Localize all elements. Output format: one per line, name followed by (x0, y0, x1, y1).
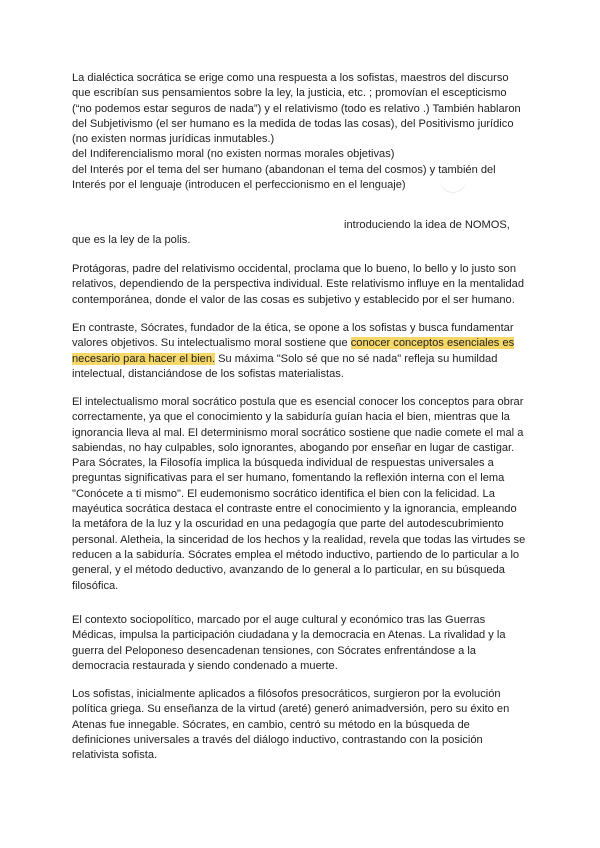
text-line: del Interés por el tema del ser humano (abandonan el tema del cosmos) y también del (72, 163, 496, 176)
text-line: Para Sócrates, la Filosofía implica la búsqueda individual de respuestas universales a (72, 457, 494, 470)
text-line: (“no podemos estar seguros de nada”) y el relativismo (todo es relativo .) También hablaron (72, 102, 521, 115)
text-segment: Su máxima "Solo sé que no sé nada" refleja su humildad (215, 352, 498, 365)
text-line: ignorancia lleva al mal. El determinismo moral socrático sostiene que nadie comete el mal a (72, 426, 524, 439)
text-line: contemporánea, donde el valor de las cosas es subjetivo y establecido por el ser humano. (72, 293, 515, 306)
text-line: intelectual, distanciándose de los sofistas materialistas. (72, 367, 344, 380)
text-line: reducen a la sabiduría. Sócrates emplea el método inductivo, partiendo de lo particular a lo (72, 548, 520, 561)
text-line: El intelectualismo moral socrático postula que es esencial conocer los conceptos para obrar (72, 396, 524, 408)
text-line: introduciendo la idea de NOMOS, (344, 219, 510, 231)
text-line: (no existen normas jurídicas inmutables.) (72, 133, 275, 146)
highlighted-text: conocer conceptos esenciales es (350, 337, 515, 350)
text-line: "Conócete a ti mismo". El eudemonismo socrático identifica el bien con la felicidad. La (72, 487, 495, 500)
text-line: personal. Aletheia, la sinceridad de los hechos y la realidad, revela que todas las virtudes se (72, 533, 526, 546)
paragraph-sofistas (72, 71, 532, 193)
text-line: Protágoras, padre del relativismo occidental, proclama que lo bueno, lo bello y lo justo son (72, 263, 517, 275)
text-line: sabiendas, no hay culpables, solo ignorantes, abogando por enseñar en lugar de castigar. (72, 441, 515, 454)
text-line: La dialéctica socrática se erige como una respuesta a los sofistas, maestros del discurso (72, 72, 509, 84)
paragraph-protagoras (72, 262, 532, 308)
paragraph-nomos (72, 218, 532, 249)
text-line: que escribían sus pensamientos sobre la ley, la justicia, etc. ; promovían el escepticismo (72, 87, 507, 100)
text-line: general, y el método deductivo, avanzando de lo general a lo particular, en su búsqueda (72, 564, 505, 577)
text-line: mayéutica socrática destaca el contraste entre el conocimiento y la ignorancia, empleando (72, 503, 517, 516)
text-line: democracia restaurada y siendo condenado a muerte. (72, 659, 338, 672)
paragraph-intelectualismo (72, 395, 532, 594)
text-line: Los sofistas, inicialmente aplicados a filósofos presocráticos, surgieron por la evolución (72, 688, 501, 700)
text-line: Interés por el lenguaje (introducen el perfeccionismo en el lenguaje) (72, 179, 406, 192)
text-line: preguntas significativas para el ser humano, fomentando la reflexión interna con el lema (72, 472, 505, 485)
text-segment: valores objetivos. Su intelectualismo moral sostiene que (72, 337, 351, 350)
text-line: relativista sofista. (72, 749, 158, 762)
text-line: del Subjetivismo (el ser humano es la medida de todas las cosas), del Positivismo jurídico (72, 117, 514, 130)
text-line (72, 352, 532, 367)
text-line: guerra del Peloponeso desencadenan tensiones, con Sócrates enfrentándose a la (72, 644, 476, 657)
text-line: definiciones universales a través del diálogo inductivo, contrastando con la posición (72, 733, 483, 746)
text-line: En contraste, Sócrates, fundador de la ética, se opone a los sofistas y busca fundamentar (72, 322, 514, 334)
text-line: política griega. Su enseñanza de la virtud (areté) generó animadversión, pero su éxito en (72, 703, 510, 716)
text-line: filosófica. (72, 579, 119, 592)
paragraph-socrates-contraste (72, 321, 532, 382)
text-line: relativos, dependiendo de la perspectiva individual. Este relativismo influye en la mentalidad (72, 278, 525, 291)
text-line: que es la ley de la polis. (72, 234, 191, 247)
text-line: del Indiferencialismo moral (no existen normas morales objetivas) (72, 148, 395, 161)
text-line: correctamente, ya que el conocimiento y la sabiduría guían hacia el bien, mientras que la (72, 411, 510, 424)
text-line: Médicas, impulsa la participación ciudadana y la democracia en Atenas. La rivalidad y la (72, 629, 506, 642)
highlighted-text: necesario para hacer el bien. (72, 352, 216, 365)
text-line: la metáfora de la luz y la oscuridad en una pedagogía que parte del autodescubrimiento (72, 518, 504, 531)
text-line (72, 336, 532, 351)
paragraph-sofistas-origen (72, 687, 532, 763)
paragraph-contexto (72, 613, 532, 674)
text-line: Atenas fue innegable. Sócrates, en cambio, centró su método en la búsqueda de (72, 718, 470, 731)
text-line: El contexto sociopolítico, marcado por el auge cultural y económico tras las Guerras (72, 614, 486, 626)
